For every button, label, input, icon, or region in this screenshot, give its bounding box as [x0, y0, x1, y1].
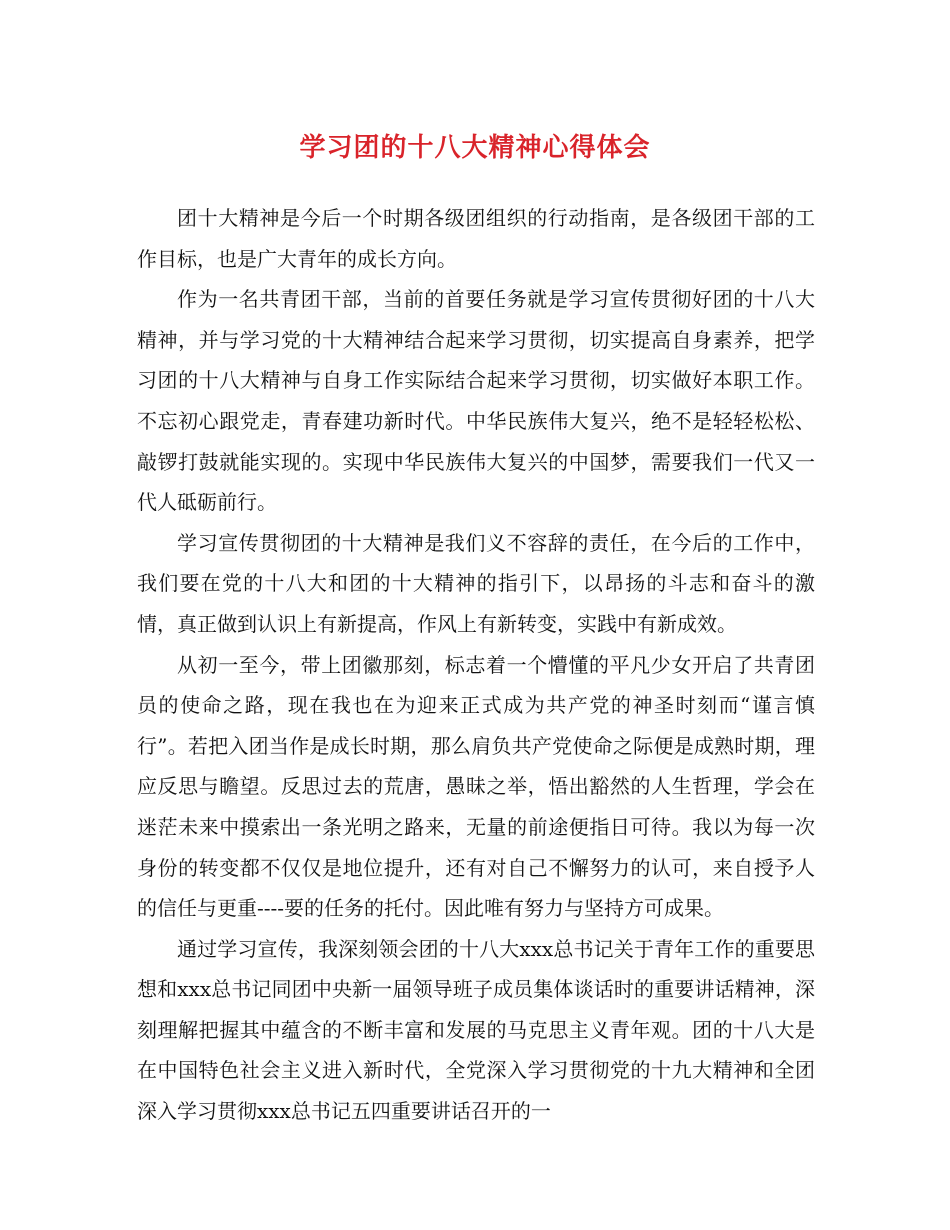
document-title: 学习团的十八大精神心得体会	[299, 133, 651, 163]
paragraph-2: 作为一名共青团干部，当前的首要任务就是学习宣传贯彻好团的十八大精神，并与学习党的十大精神结合起来学习贯彻，切实提高自身素养，把学习团的十八大精神与自身工作实际结合起来学习贯彻，切实做好本职工作。不忘初心跟党走，青春建功新时代。中华民族伟大复兴，绝不是轻轻松松、敲锣打鼓就能实现的。实现中华民族伟大复兴的中国梦，需要我们一代又一代人砥砺前行。	[137, 287, 815, 515]
paragraph-1: 团十大精神是今后一个时期各级团组织的行动指南，是各级团干部的工作目标，也是广大青年的成长方向。	[137, 206, 815, 271]
paragraph-3: 学习宣传贯彻团的十大精神是我们义不容辞的责任，在今后的工作中，我们要在党的十八大和团的十大精神的指引下，以昂扬的斗志和奋斗的激情，真正做到认识上有新提高，作风上有新转变，实践中有新成效。	[137, 530, 815, 636]
paragraph-4: 从初一至今，带上团徽那刻，标志着一个懵懂的平凡少女开启了共青团员的使命之路，现在我也在为迎来正式成为共产党的神圣时刻而“谨言慎行”。若把入团当作是成长时期，那么肩负共产党使命之际便是成熟时期，理应反思与瞻望。反思过去的荒唐，愚昧之举，悟出豁然的人生哲理，学会在迷茫未来中摸索出一条光明之路来，无量的前途便指日可待。我以为每一次身份的转变都不仅仅是地位提升，还有对自己不懈努力的认可，来自授予人的信任与更重----要的任务的托付。因此唯有努力与坚持方可成果。	[137, 652, 815, 921]
paragraph-5: 通过学习宣传，我深刻领会团的十八大xxx总书记关于青年工作的重要思想和xxx总书记同团中央新一届领导班子成员集体谈话时的重要讲话精神，深刻理解把握其中蕴含的不断丰富和发展的马克思主义青年观。团的十八大是在中国特色社会主义进入新时代，全党深入学习贯彻党的十九大精神和全团深入学习贯彻xxx总书记五四重要讲话召开的一	[137, 936, 815, 1124]
document-body	[137, 198, 815, 1132]
